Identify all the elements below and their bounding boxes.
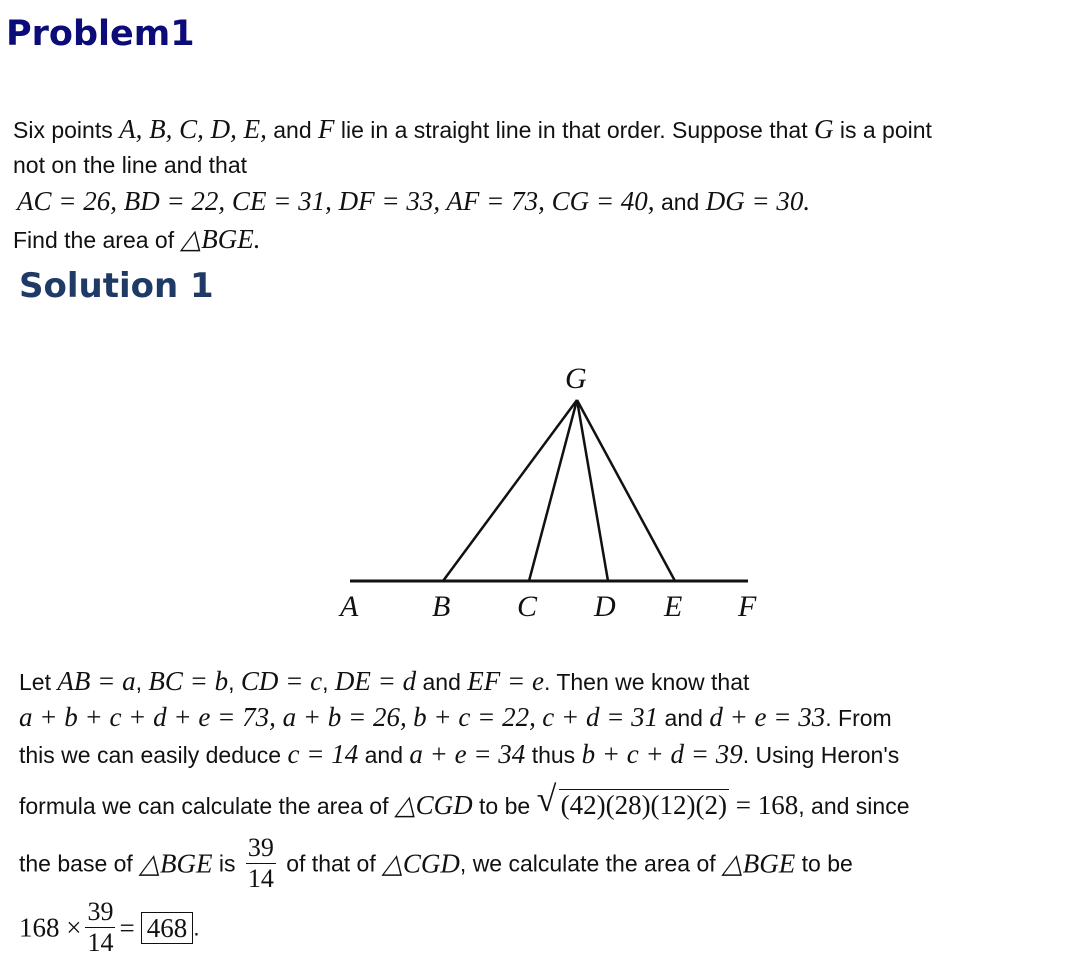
fraction-numerator: 39 [87, 897, 114, 926]
solution-line-5 [19, 833, 853, 894]
solution-text: thus [525, 742, 582, 768]
solution-text: . [193, 914, 200, 941]
label-c: C [517, 590, 538, 623]
solution-text: Let [19, 669, 58, 695]
label-f: F [738, 590, 757, 623]
solution-text: the base of [19, 850, 140, 877]
segment-gb [443, 400, 577, 581]
math-de: DE = d [334, 666, 417, 696]
math-triangle-bge: △BGE [722, 848, 796, 879]
math-given-lengths: AC = 26, BD = 22, CE = 31, DF = 33, AF = 73, CG = 40, [17, 186, 655, 216]
problem-text: Six points [13, 117, 120, 143]
herons-sqrt [536, 779, 729, 821]
geometry-diagram [0, 350, 1080, 630]
solution-text: and [658, 705, 710, 731]
problem-line-1 [13, 114, 932, 145]
solution-text: , we calculate the area of [459, 850, 723, 877]
problem-title: Problem1 [6, 14, 195, 54]
math-bcd-sum: b + c + d = 39 [581, 739, 743, 769]
math-area-168: = 168 [729, 790, 799, 820]
problem-line-3 [17, 186, 810, 217]
segment-gc [529, 400, 577, 581]
math-triangle-bge: △BGE [139, 848, 213, 879]
math-point-f: F [318, 114, 335, 144]
solution-text: . Then we know that [543, 669, 750, 695]
solution-text: and [416, 669, 468, 695]
math-bc: BC = b [148, 666, 229, 696]
math-sum-equations: a + b + c + d + e = 73, a + b = 26, [19, 702, 407, 732]
math-point-g: G [813, 114, 834, 144]
math-168-times: 168 × [19, 912, 82, 943]
solution-line-1 [19, 666, 749, 697]
solution-text: , and since [798, 793, 910, 819]
math-triangle-bge: △BGE. [180, 224, 261, 254]
math-triangle-cgd: △CGD [382, 848, 460, 879]
solution-text: . From [825, 705, 892, 731]
solution-text: this we can easily deduce [19, 742, 288, 768]
fraction-39-14 [246, 833, 276, 894]
solution-text: , [322, 669, 335, 695]
solution-text: . Using Heron's [742, 742, 900, 768]
label-g: G [565, 362, 587, 395]
math-cd: CD = c [240, 666, 323, 696]
label-d: D [594, 590, 616, 623]
label-b: B [432, 590, 451, 623]
problem-text: is a point [833, 117, 932, 143]
math-b-plus-c: b + c = 22, [413, 702, 536, 732]
problem-text: and [654, 189, 706, 215]
fraction-denominator: 14 [87, 928, 114, 957]
solution-text: is [212, 850, 242, 877]
problem-line-2: not on the line and that [13, 152, 248, 178]
solution-text: to be [795, 850, 853, 877]
math-points: A, B, C, D, E, [119, 114, 267, 144]
problem-text: Find the area of [13, 227, 181, 253]
problem-text: lie in a straight line in that order. Suppose that [334, 117, 814, 143]
math-triangle-cgd: △CGD [394, 790, 473, 820]
solution-line-2 [19, 702, 892, 733]
math-a-plus-e: a + e = 34 [409, 739, 526, 769]
solution-line-3 [19, 739, 899, 770]
label-a: A [340, 590, 359, 623]
solution-text: to be [472, 793, 537, 819]
math-ef: EF = e [467, 666, 544, 696]
math-c-value: c = 14 [287, 739, 359, 769]
sqrt-body: (42)(28)(12)(2) [560, 790, 728, 820]
solution-text: and [358, 742, 410, 768]
fraction-39-14 [85, 897, 115, 958]
problem-text: and [266, 117, 319, 143]
fraction-numerator: 39 [247, 833, 274, 862]
solution-title: Solution 1 [19, 266, 214, 306]
answer-box: 468 [141, 912, 194, 944]
solution-line-4 [19, 779, 910, 821]
fraction-denominator: 14 [247, 864, 274, 893]
math-equals: = [119, 912, 135, 943]
sqrt-symbol: √ [536, 779, 557, 819]
math-ab: AB = a [57, 666, 136, 696]
solution-text: of that of [279, 850, 383, 877]
solution-text: , [228, 669, 241, 695]
label-e: E [664, 590, 683, 623]
math-dg: DG = 30. [705, 186, 811, 216]
math-c-plus-d: c + d = 31 [542, 702, 659, 732]
solution-text: formula we can calculate the area of [19, 793, 395, 819]
solution-text: , [135, 669, 149, 695]
problem-line-4 [13, 224, 261, 255]
math-d-plus-e: d + e = 33 [709, 702, 826, 732]
solution-line-6 [19, 897, 200, 958]
